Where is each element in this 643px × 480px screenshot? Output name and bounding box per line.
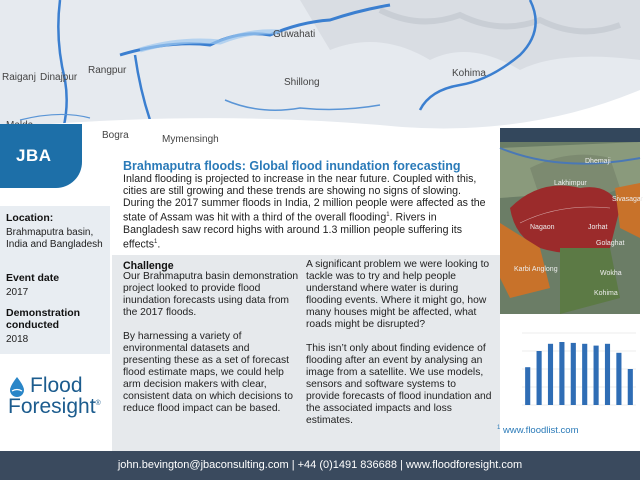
- map-label-raiganj: Raiganj: [2, 72, 36, 83]
- jba-logo: [0, 124, 82, 188]
- footnote: [497, 425, 578, 436]
- district-label-golaghat: Golaghat: [596, 240, 625, 247]
- district-label-sivasagar: Sivasagar: [612, 196, 643, 203]
- district-map-graphic: [500, 128, 640, 314]
- footer-bar: [0, 451, 640, 480]
- district-label-karbi-anglong: Karbi Anglong: [514, 266, 558, 273]
- flood-district-map: [500, 128, 643, 314]
- intro-footnote-ref-1: 1: [386, 212, 390, 218]
- demo-label: Demonstration conducted: [6, 307, 81, 331]
- map-label-mymensingh: Mymensingh: [162, 134, 219, 145]
- chart-bar: [616, 353, 621, 405]
- map-label-guwahati: Guwahati: [273, 29, 316, 40]
- flood-foresight-word: Foresight: [8, 395, 96, 418]
- district-label-kohima: Kohima: [594, 290, 618, 297]
- challenge-column-1: [123, 271, 299, 427]
- registered-mark: ®: [95, 400, 101, 407]
- location-value: Brahmaputra basin, India and Bangladesh: [6, 227, 103, 250]
- chart-bar: [548, 344, 553, 405]
- intro-text-3: .: [157, 238, 161, 251]
- chart-bar: [537, 351, 542, 405]
- event-date-label: Event date: [6, 272, 60, 284]
- district-label-jorhat: Jorhat: [588, 224, 608, 231]
- demo-value: 2018: [6, 334, 29, 345]
- map-label-shillong: Shillong: [284, 77, 320, 88]
- challenge-column-2: [306, 259, 492, 439]
- bar-chart-svg: [508, 325, 640, 419]
- affected-bar-chart: [508, 325, 640, 419]
- footnote-link[interactable]: www.floodlist.com: [502, 425, 579, 437]
- intro-text-1: Inland flooding is projected to increase in the near future. Coupled with this, cities are still growing and these trends are showing no signs of slowing. During the 2017 summer floods in India, 2 million people were affected as the state of Assam was hit with a third of the overall flooding: [123, 173, 486, 224]
- district-label-nagaon: Nagaon: [530, 224, 555, 231]
- flood-foresight-logo: [4, 370, 110, 430]
- chart-bar: [605, 344, 610, 405]
- district-label-wokha: Wokha: [600, 270, 622, 277]
- page-title: Brahmaputra floods: Global flood inundation forecasting: [123, 159, 461, 173]
- flood-foresight-line1: Flood: [30, 374, 83, 397]
- district-label-lakhimpur: Lakhimpur: [554, 180, 587, 187]
- map-label-bogra: Bogra: [102, 130, 129, 141]
- intro-text-2: . Rivers in Bangladesh saw record highs with around 1.3 million people suffering its effects: [123, 211, 463, 251]
- challenge-col1-para1: Our Brahmaputra basin demonstration project looked to provide flood inundation forecasts using data from the 2017 floods.: [123, 271, 299, 318]
- challenge-col2-para2: This isn’t only about finding evidence of flooding after an event by analysing an image from a satellite. We use models, sensors and software systems to provide forecasts of flood inundation and the associated impacts and loss estimates.: [306, 343, 492, 426]
- challenge-col2-para1: A significant problem we were looking to tackle was to try and help people understand where water is during flooding events. Where it might go, how many houses might be affected, what roads might be disrupted?: [306, 259, 490, 330]
- district-label-dhemaji: Dhemaji: [585, 158, 611, 165]
- chart-bar: [525, 367, 530, 405]
- challenge-col1-para2: By harnessing a variety of environmental datasets and presenting these as a set of forecast flood estimate maps, we could help arm decision makers with clear, consistent data on which decisions to reduce flood impact can be based.: [123, 331, 293, 414]
- footnote-marker: 1: [497, 425, 501, 431]
- chart-bar: [594, 346, 599, 405]
- event-date-value: 2017: [6, 287, 29, 298]
- flood-foresight-line2: [8, 395, 101, 419]
- map-label-kohima: Kohima: [452, 68, 486, 79]
- chart-bar: [628, 369, 633, 405]
- map-label-rangpur: Rangpur: [88, 65, 127, 76]
- chart-bar: [571, 343, 576, 405]
- footer-contact-text[interactable]: john.bevington@jbaconsulting.com | +44 (0)1491 836688 | www.floodforesight.com: [117, 459, 523, 471]
- intro-paragraph: [123, 173, 491, 250]
- map-label-dinajpur: Dinajpur: [40, 72, 78, 83]
- jba-logo-text: JBA: [16, 146, 52, 165]
- location-label: Location:: [6, 212, 54, 224]
- info-panel: [0, 206, 110, 354]
- chart-bar: [559, 342, 564, 405]
- intro-footnote-ref-2: 1: [154, 238, 158, 245]
- chart-bar: [582, 344, 587, 405]
- challenge-heading: Challenge: [123, 260, 174, 272]
